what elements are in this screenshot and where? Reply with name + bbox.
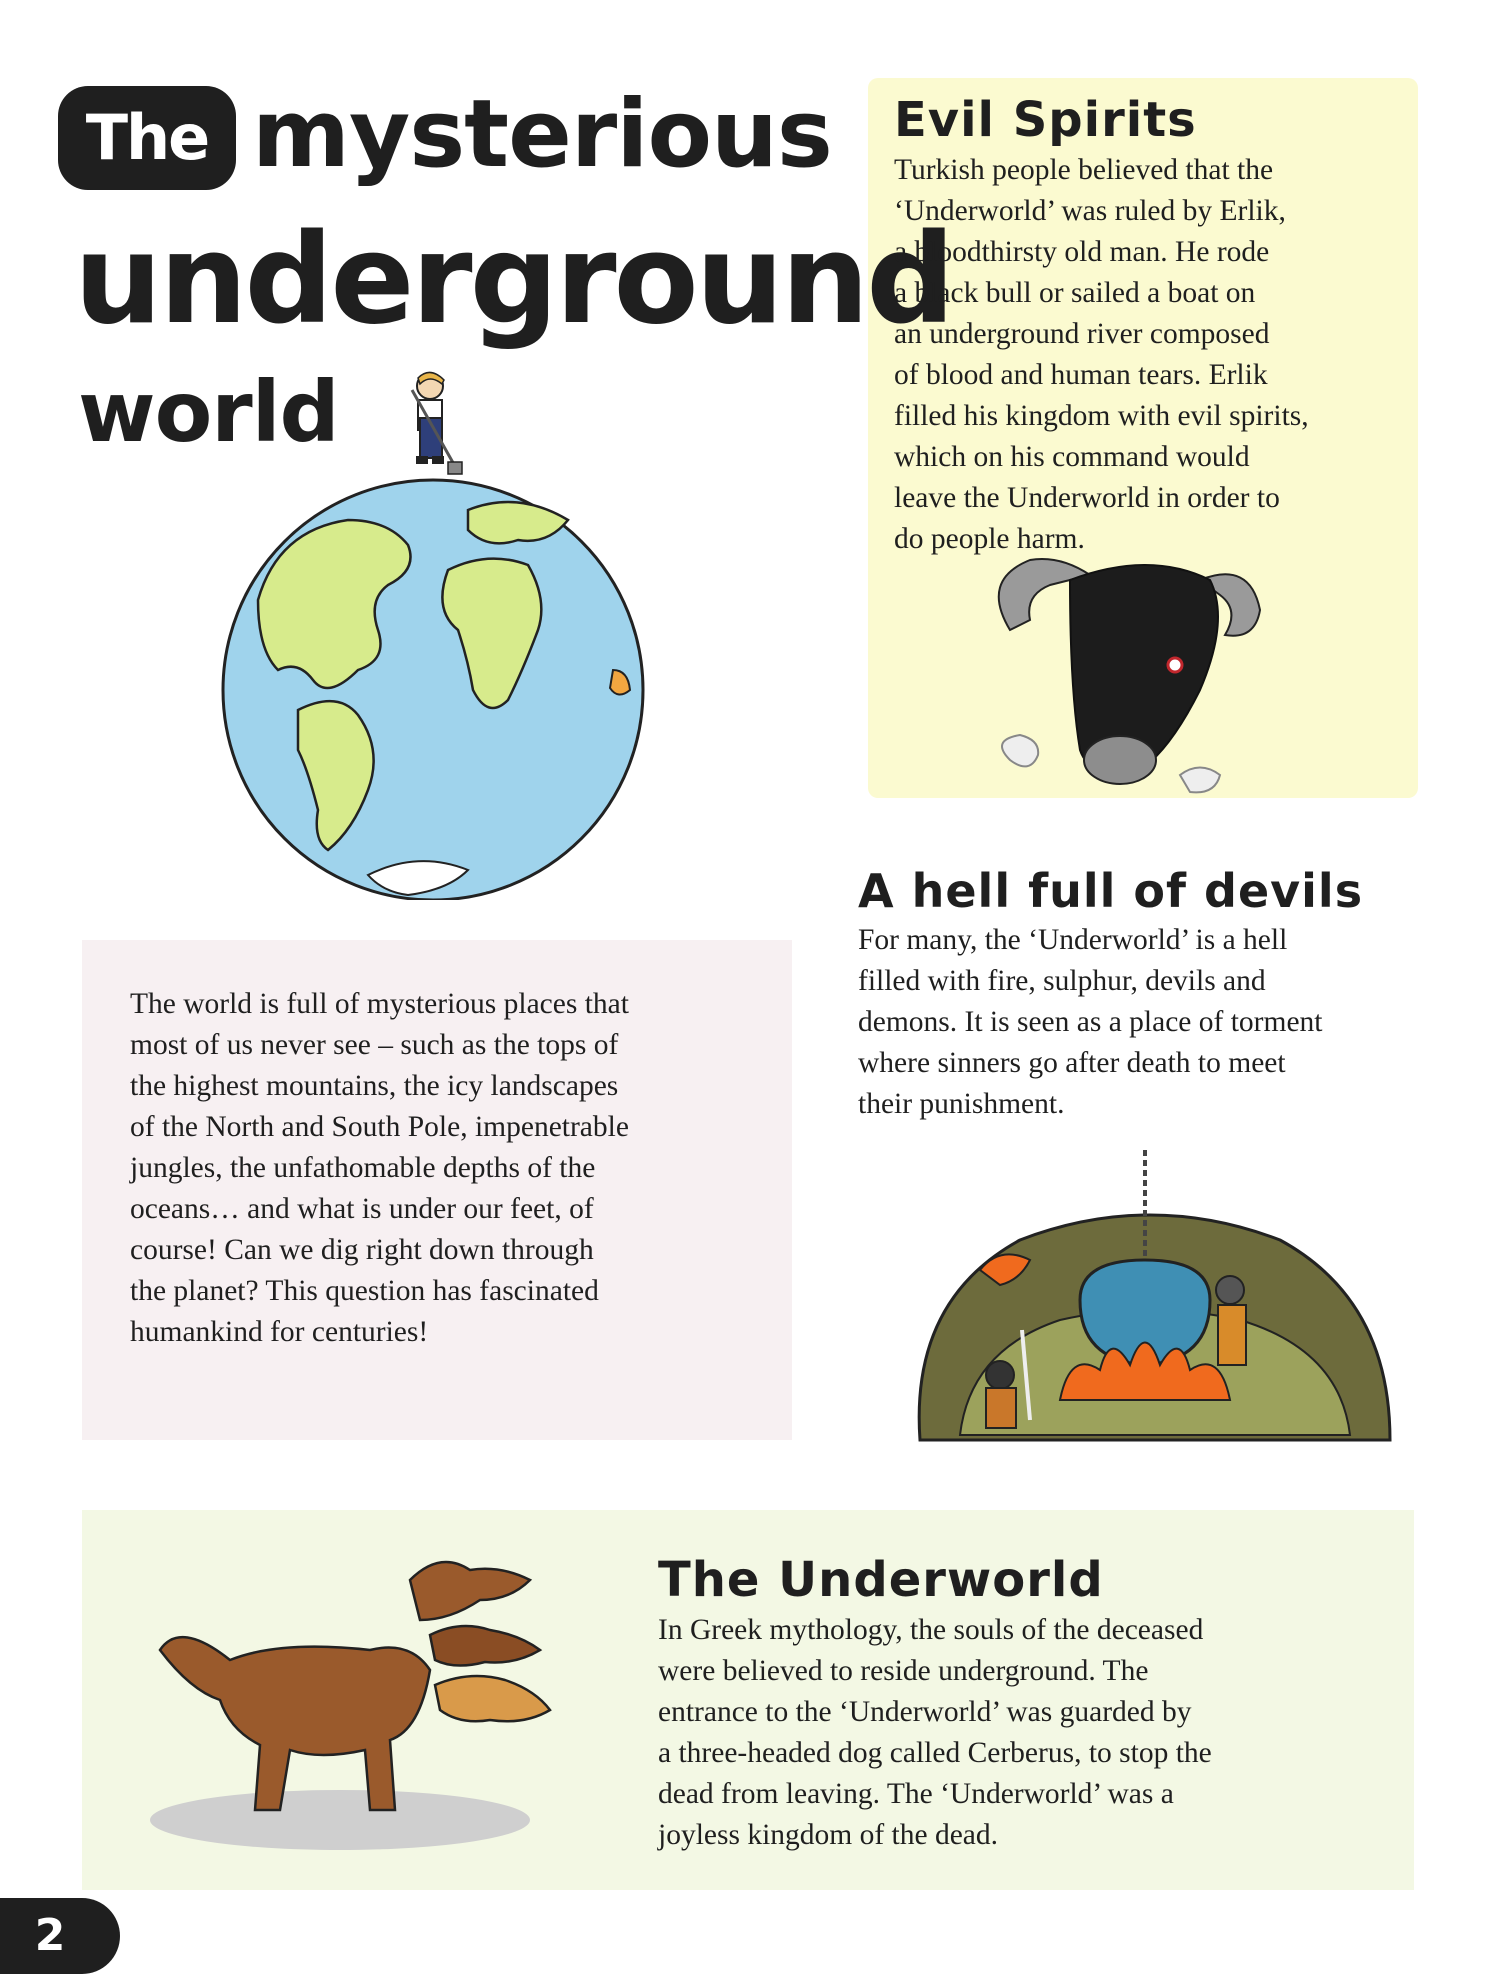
title-badge: The (58, 86, 236, 190)
text-line: of the North and South Pole, impenetrable (130, 1111, 629, 1143)
text-line: a bloodthirsty old man. He rode (894, 236, 1270, 268)
text-line: entrance to the ‘Underworld’ was guarded by (658, 1696, 1192, 1728)
cerberus-illustration (140, 1540, 610, 1860)
text-line: a three-headed dog called Cerberus, to stop the (658, 1737, 1212, 1769)
globe-illustration (218, 370, 658, 900)
bull-illustration (970, 540, 1270, 810)
text-line: The world is full of mysterious places that (130, 988, 629, 1020)
text-line: an underground river composed (894, 318, 1270, 350)
cave-devils-illustration (900, 1150, 1400, 1460)
page-number: 2 (0, 1898, 120, 1974)
text-line: where sinners go after death to meet (858, 1047, 1286, 1079)
text-line: filled with fire, sulphur, devils and (858, 965, 1266, 997)
text-line: In Greek mythology, the souls of the deceased (658, 1614, 1204, 1646)
text-line: joyless kingdom of the dead. (658, 1819, 999, 1851)
text-line: Turkish people believed that the (894, 154, 1274, 186)
evil-spirits-text (894, 150, 1414, 560)
text-line: ‘Underworld’ was ruled by Erlik, (894, 195, 1286, 227)
text-line: of blood and human tears. Erlik (894, 359, 1268, 391)
text-line: their punishment. (858, 1088, 1065, 1120)
underworld-heading: The Underworld (658, 1552, 1104, 1608)
text-line: were believed to reside underground. The (658, 1655, 1149, 1687)
evil-spirits-heading: Evil Spirits (894, 92, 1197, 148)
intro-text (130, 984, 770, 1353)
page-title-line-1: mysterious (252, 80, 832, 189)
page-title-line-3: world (78, 363, 339, 461)
text-line: a black bull or sailed a boat on (894, 277, 1256, 309)
text-line: most of us never see – such as the tops of (130, 1029, 619, 1061)
hell-heading: A hell full of devils (858, 864, 1364, 918)
text-line: humankind for centuries! (130, 1316, 429, 1348)
text-line: jungles, the unfathomable depths of the (130, 1152, 596, 1184)
digging-man-illustration (412, 372, 462, 474)
text-line: For many, the ‘Underworld’ is a hell (858, 924, 1288, 956)
text-line: which on his command would (894, 441, 1250, 473)
text-line: do people harm. (894, 523, 1085, 555)
underworld-text (658, 1610, 1358, 1856)
text-line: filled his kingdom with evil spirits, (894, 400, 1309, 432)
text-line: leave the Underworld in order to (894, 482, 1280, 514)
text-line: oceans… and what is under our feet, of (130, 1193, 594, 1225)
text-line: the planet? This question has fascinated (130, 1275, 599, 1307)
page-title-line-2: underground (74, 208, 952, 352)
text-line: demons. It is seen as a place of torment (858, 1006, 1323, 1038)
hell-text (858, 920, 1428, 1125)
text-line: dead from leaving. The ‘Underworld’ was a (658, 1778, 1174, 1810)
text-line: course! Can we dig right down through (130, 1234, 594, 1266)
text-line: the highest mountains, the icy landscapes (130, 1070, 619, 1102)
